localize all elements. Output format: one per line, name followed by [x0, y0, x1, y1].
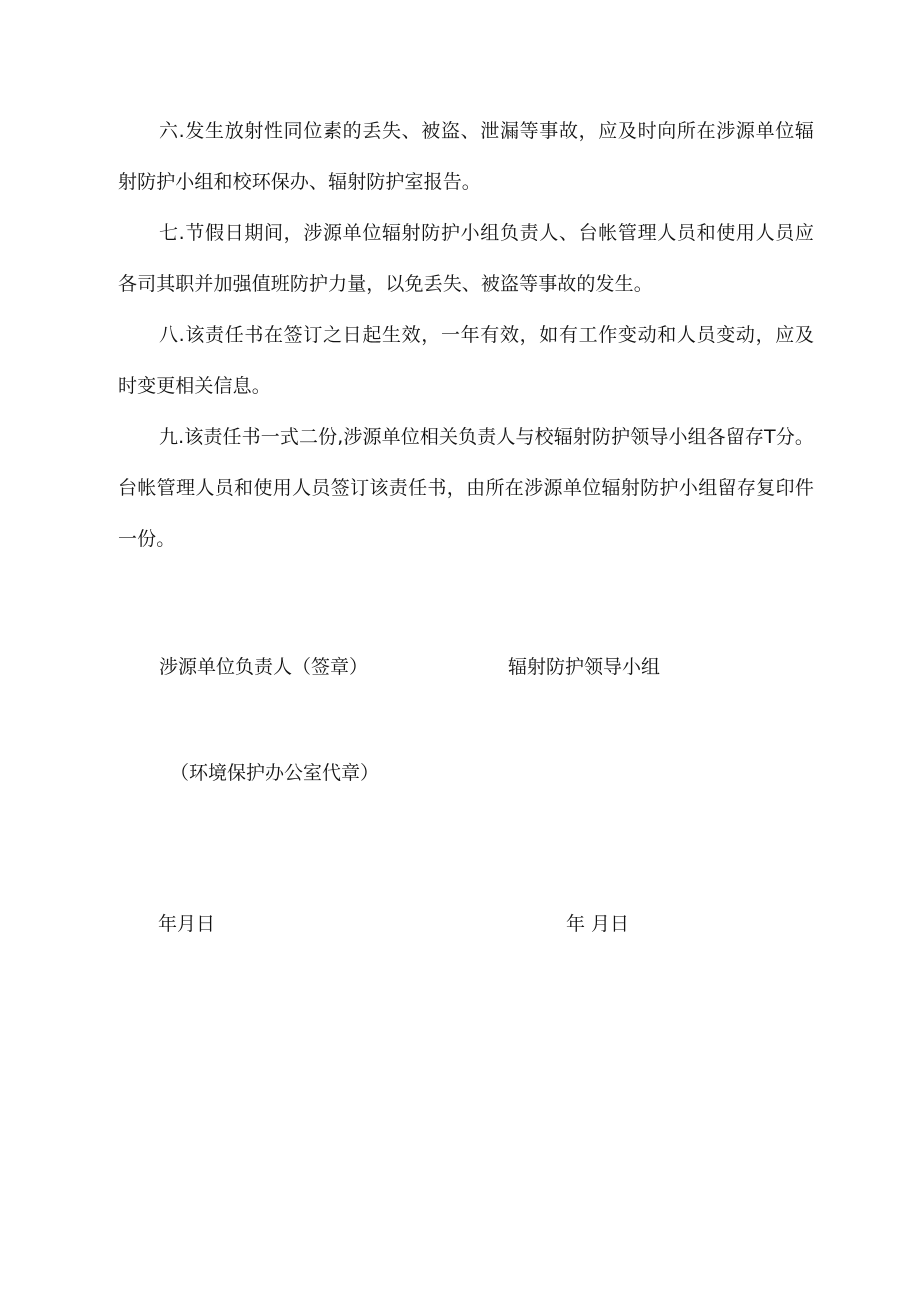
signature-date-left: 年月日 — [158, 913, 216, 935]
signatory-left-title: 涉源单位负责人（签章） — [159, 656, 369, 678]
clause-9: 九.该责任书一式二份,涉源单位相关负责人与校辐射防护领导小组各留存T分。台帐管理人员和使用人员签订该责任书，由所在涉源单位辐射防护小组留存复印件一份。 — [118, 426, 814, 550]
clause-6: 六.发生放射性同位素的丢失、被盗、泄漏等事故，应及时向所在涉源单位辐射防护小组和校环保办、辐射防护室报告。 — [118, 120, 814, 193]
signature-date-right: 年 月日 — [566, 913, 630, 935]
signatory-left-seal-note: （环境保护办公室代章） — [170, 762, 380, 784]
clause-8: 八.该责任书在签订之日起生效，一年有效，如有工作变动和人员变动，应及时变更相关信息。 — [118, 324, 814, 397]
clause-7: 七.节假日期间，涉源单位辐射防护小组负责人、台帐管理人员和使用人员应各司其职并加强值班防护力量，以免丢失、被盗等事故的发生。 — [118, 222, 814, 295]
clause-list — [118, 106, 814, 565]
signatory-right-title: 辐射防护领导小组 — [508, 656, 661, 678]
